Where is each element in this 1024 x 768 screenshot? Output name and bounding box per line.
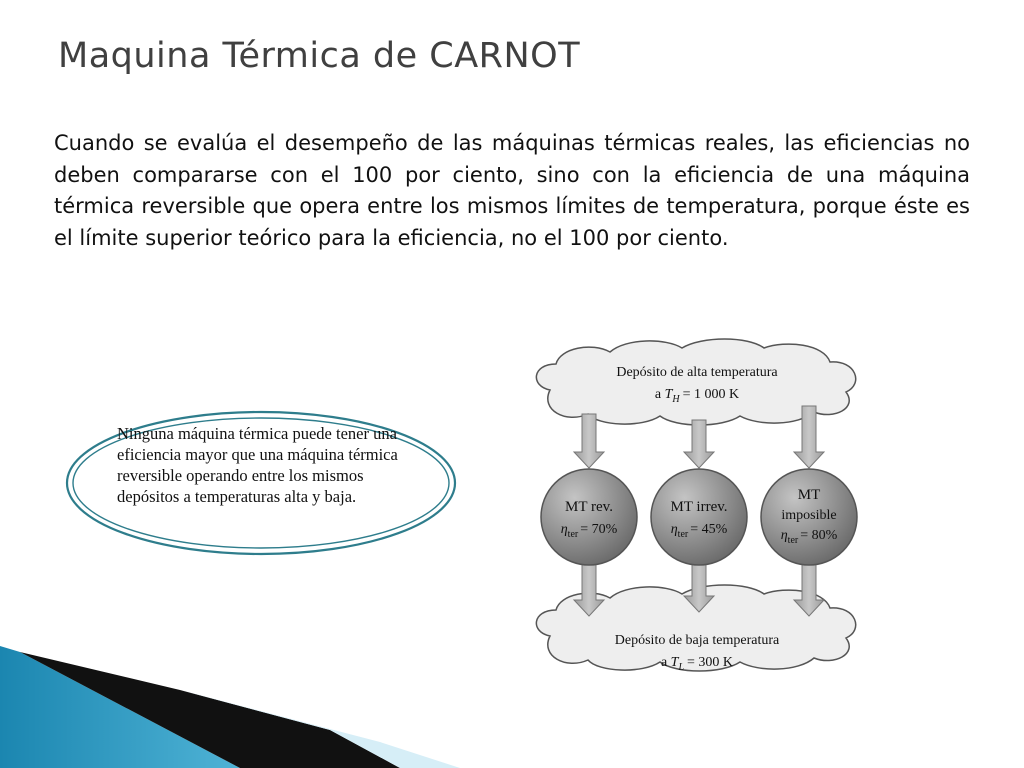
engine-2-label: MT irrev.	[670, 499, 728, 515]
engine-3-label-2: imposible	[781, 508, 837, 523]
hot-reservoir-label: Depósito de alta temperatura	[616, 365, 778, 380]
cold-temp-symbol: T	[670, 655, 679, 670]
carnot-diagram	[526, 334, 866, 674]
engine-3-eta: η	[780, 528, 788, 543]
engine-reversible	[541, 469, 637, 565]
arrow-hot-to-engine-2	[684, 420, 714, 468]
engine-1-eta-value: = 70%	[580, 522, 618, 537]
engine-3-label: MT	[797, 487, 821, 503]
engine-1-eta-sub: ter	[567, 529, 579, 540]
cold-temp-subscript: L	[678, 662, 685, 673]
cold-reservoir-label: Depósito de baja temperatura	[614, 633, 780, 648]
hot-temp-subscript: H	[672, 394, 680, 405]
body-paragraph: Cuando se evalúa el desempeño de las máquinas térmicas reales, las eficiencias no deben compararse con el 100 por ciento, sino con la eficiencia de una máquina térmica reversible que opera entre los mismos límites de temperatura, porque éste es el límite superior teórico para la eficiencia, no el 100 por ciento.	[54, 131, 970, 250]
engine-3-eta-value: = 80%	[800, 528, 838, 543]
arrow-hot-to-engine-1	[574, 414, 604, 468]
cold-temp-prefix: a	[660, 655, 668, 670]
hot-temp-symbol: T	[664, 387, 673, 402]
cold-temp-value: = 300 K	[687, 655, 734, 670]
engine-2-eta-value: = 45%	[690, 522, 728, 537]
engine-3-eta-sub: ter	[787, 535, 799, 546]
engine-1-label: MT rev.	[565, 499, 613, 515]
callout-text: Ninguna máquina térmica puede tener una eficiencia mayor que una máquina térmica reversible operando entre los mismos depósitos a temperaturas alta y baja.	[117, 424, 398, 506]
slide-title: Maquina Térmica de CARNOT	[58, 36, 581, 76]
engine-irreversible	[651, 469, 747, 565]
engine-2-eta-sub: ter	[677, 529, 689, 540]
engine-impossible	[761, 469, 857, 565]
hot-temp-prefix: a	[654, 387, 662, 402]
hot-temp-value: = 1 000 K	[682, 387, 740, 402]
engine-2-eta: η	[670, 522, 678, 537]
engine-1-eta: η	[560, 522, 568, 537]
